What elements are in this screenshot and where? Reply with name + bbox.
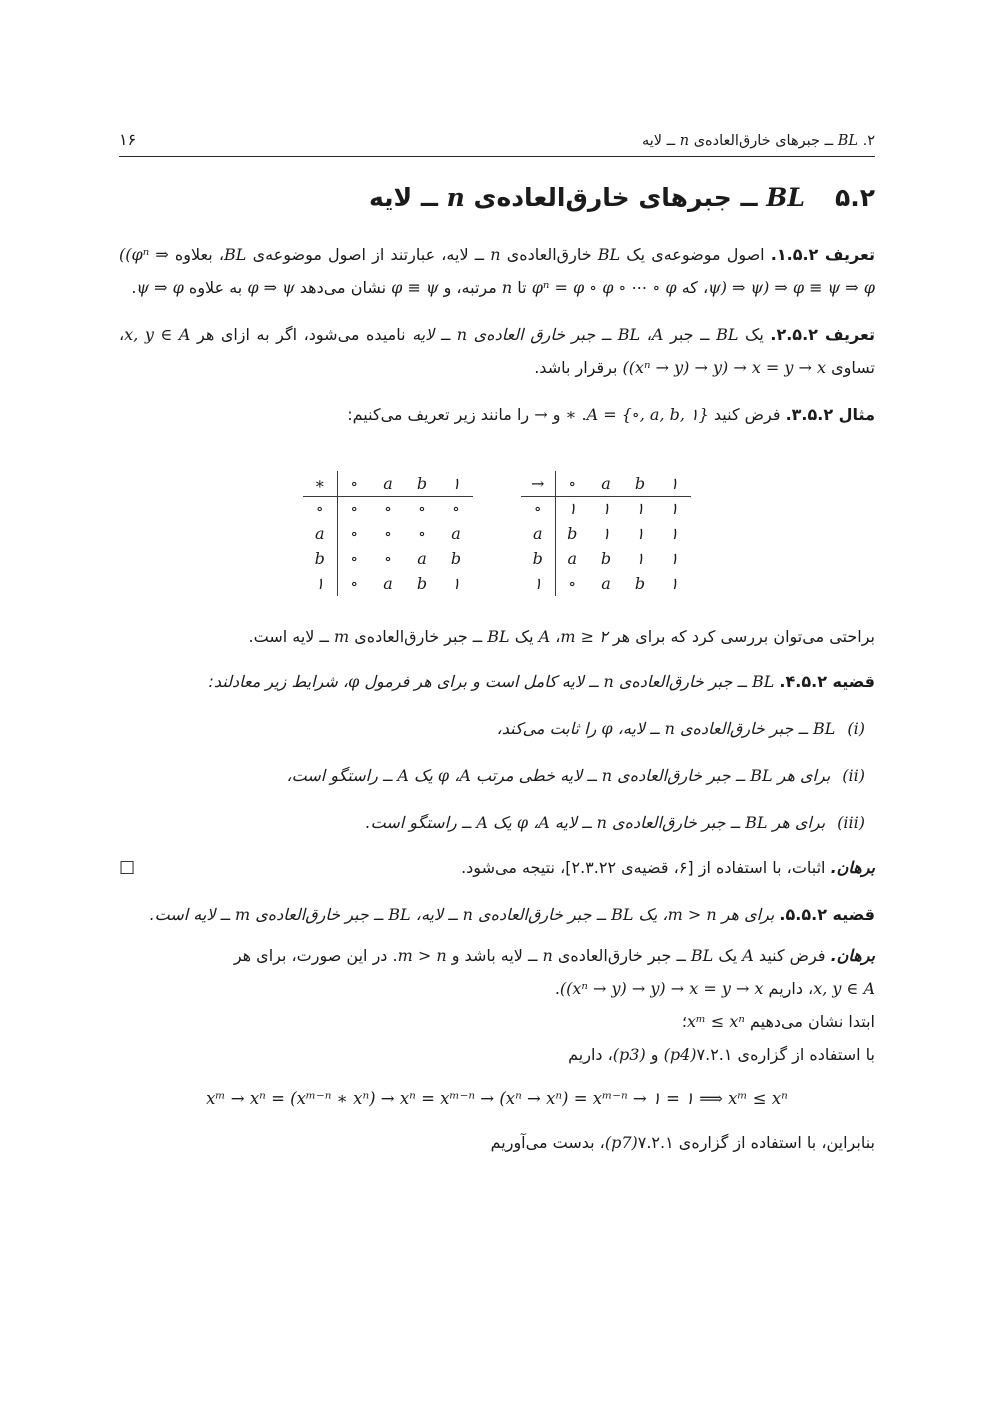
math-bl: BL [751, 672, 775, 691]
text-segment: ــ جبر خارق‌العاده‌ی [349, 627, 488, 646]
math-formula: ((xⁿ → y) → y) → x = y → x [622, 358, 827, 377]
math-bl: BL [813, 719, 836, 738]
text-segment: بنابراین، با استفاده از گزاره‌ی ۷.۲.۱ [637, 1133, 875, 1152]
example-3-5-2 [119, 398, 875, 431]
table-cell: ۱ [669, 574, 679, 593]
column-header: a [589, 471, 623, 496]
math-a: A [742, 946, 754, 965]
closing-line [119, 1126, 875, 1159]
theorem-text: ، شرایط زیر معادلند: [208, 672, 349, 691]
text-segment: نشان می‌دهد [294, 278, 392, 297]
math-formula: xᵐ ≤ xⁿ [686, 1012, 745, 1031]
table-operator: → [521, 471, 555, 496]
chapter-number: ۲. [857, 133, 875, 149]
math-phi: φ [348, 672, 360, 691]
table-cell: ۱ [669, 549, 679, 568]
table-cell: a [417, 549, 427, 568]
table-cell: ۱ [635, 499, 645, 519]
item-text: برای هر [772, 766, 831, 785]
table-cell: a [567, 549, 578, 568]
math-formula: ψ ⇒ φ [136, 278, 184, 297]
table-cell: ۱ [601, 499, 611, 519]
item-label: (iii) [837, 813, 865, 832]
table-cell: ۱ [635, 524, 645, 543]
item-text: ــ راستگو است، [286, 766, 398, 785]
row-header: a [521, 521, 555, 546]
item-text: برای هر [767, 813, 826, 832]
math-n: n [456, 325, 468, 344]
math-formula: x, y ∈ A [124, 325, 191, 344]
column-header: b [405, 471, 439, 496]
math-phi: φ [516, 813, 529, 832]
running-head [642, 133, 875, 149]
item-text: را ثابت می‌کند، [496, 719, 602, 738]
proof-label: برهان. [830, 858, 875, 877]
math-bl: BL [611, 905, 634, 924]
table-cell: a [383, 574, 393, 593]
table-cell: ۱ [451, 574, 461, 593]
page-header [119, 130, 875, 157]
math-n: n [446, 183, 465, 212]
text-segment: فرض کنید [753, 946, 831, 965]
item-i [119, 712, 875, 745]
math-a: A [538, 813, 550, 832]
table-cell: b [634, 574, 646, 593]
term-italic: ــ لایه [412, 325, 457, 344]
table-row [521, 546, 691, 571]
section-number: ۵.۲ [834, 183, 875, 212]
math-a: A [538, 627, 551, 646]
proof-line [119, 1005, 875, 1038]
column-header: ۱ [439, 471, 473, 496]
theorem-text: ــ لایه است. [149, 905, 235, 924]
text-segment: و [645, 1045, 664, 1064]
text-segment: . در این صورت، برای هر [233, 946, 398, 965]
math-a: A [476, 813, 488, 832]
text-segment: ، بعلاوه [168, 245, 225, 264]
math-formula: φ ⇒ ψ [247, 278, 295, 297]
proof-5-5-2 [119, 939, 875, 1071]
table-cell: ۱ [669, 524, 679, 543]
star-operation-table [303, 471, 473, 596]
math-bl: BL [388, 905, 411, 924]
math-a: A [459, 766, 471, 785]
item-text: ــ جبر خارق‌العاده‌ی [606, 813, 746, 832]
definition-2-5-2 [119, 318, 875, 384]
table-cell: a [601, 574, 611, 593]
math-a: A [651, 325, 664, 344]
table-cell: b [600, 549, 612, 568]
math-phi: φ [437, 766, 450, 785]
proof-4-5-2 [119, 851, 875, 884]
section-title-text: ــ جبرهای خارق‌العاده‌ی [464, 183, 767, 212]
table-cell: ∘ [384, 549, 392, 568]
remark-paragraph [119, 620, 875, 653]
table-cell: ∘ [418, 524, 426, 543]
proof-text: اثبات، با استفاده از [۶، قضیه‌ی ۲.۳.۲۲]، نتیجه می‌شود. [461, 858, 831, 877]
text-segment: ابتدا نشان می‌دهیم [744, 1012, 875, 1031]
table-cell: ∘ [568, 574, 577, 593]
cayley-tables [119, 471, 875, 596]
text-segment: . [576, 405, 587, 424]
arrow-operation-table [521, 471, 691, 596]
theorem-text: برای هر [716, 905, 780, 924]
item-label: (i) [847, 719, 865, 738]
text-segment: ــ لایه باشد و [446, 946, 543, 965]
item-text: ــ جبر خارق‌العاده‌ی [674, 719, 813, 738]
text-segment: ، [640, 325, 652, 344]
math-bl: BL [716, 325, 739, 344]
math-n: n [664, 719, 675, 738]
text-segment: به علاوه [183, 278, 248, 297]
column-header: ∘ [337, 471, 371, 496]
text-segment: مرتبه، و [438, 278, 502, 297]
theorem-text: ــ لایه، [410, 905, 463, 924]
math-m: m [235, 905, 251, 924]
arrow-operator: → [534, 405, 548, 424]
math-bl: BL [766, 183, 805, 212]
theorem-text: ، یک [633, 905, 668, 924]
text-segment: ــ جبر خارق‌العاده‌ی [552, 946, 691, 965]
theorem-label: قضیه ۴.۵.۲. [779, 672, 875, 691]
text-segment: ، داریم [568, 1045, 613, 1064]
text-segment: براحتی می‌توان بررسی کرد که برای هر [607, 627, 875, 646]
text-segment: فرض کنید [708, 405, 786, 424]
text-segment: ، داریم [763, 979, 814, 998]
math-bl: BL [487, 627, 510, 646]
math-bl: BL [750, 766, 773, 785]
item-text: یک [487, 813, 517, 832]
math-n: n [501, 278, 513, 297]
table-row [303, 521, 473, 546]
text-segment: خارق‌العاده‌ی [500, 245, 598, 264]
table-cell: ∘ [350, 549, 359, 568]
column-header: a [371, 471, 405, 496]
row-header: ∘ [303, 496, 337, 521]
item-text: ، [449, 766, 460, 785]
text-segment: ــ جبر [663, 325, 717, 344]
math-set: A = {∘, a, b, ۱} [586, 405, 709, 424]
item-text: ــ لایه، [612, 719, 665, 738]
theorem-text: ــ جبر خارق‌العاده‌ی [472, 905, 612, 924]
row-header: b [521, 546, 555, 571]
math-bl: BL [690, 946, 714, 965]
text-segment: ، که [676, 278, 709, 297]
item-iii [119, 806, 875, 839]
table-row [303, 546, 473, 571]
table-cell: ∘ [384, 524, 392, 543]
text-segment: یک [713, 946, 743, 965]
text-segment: ــ لایه، عبارتند از اصول موضوعه‌ی [246, 245, 491, 264]
proof-label: برهان. [830, 946, 875, 965]
table-row [303, 571, 473, 596]
table-cell: ∘ [350, 574, 359, 593]
text-segment: برقرار باشد. [534, 358, 623, 377]
running-head-tail: ــ لایه [641, 133, 680, 149]
page-number: ۱۶ [119, 130, 137, 149]
text-segment: اصول موضوعه‌ی یک [620, 245, 771, 264]
table-cell: ∘ [350, 499, 359, 519]
theorem-text: ــ جبر خارق‌العاده‌ی [250, 905, 389, 924]
table-row [521, 521, 691, 546]
property-ref: (p4) [663, 1045, 697, 1064]
table-cell: ۱ [601, 524, 611, 543]
table-cell: ∘ [418, 499, 426, 519]
math-formula: m ≥ ۲ [560, 627, 608, 646]
text-segment: ، [550, 627, 561, 646]
math-m: m [333, 627, 350, 646]
math-bl: BL [597, 245, 621, 264]
definition-label: تعریف ۲.۵.۲. [770, 325, 876, 344]
text-segment: با استفاده از گزاره‌ی ۷.۲.۱ [696, 1045, 875, 1064]
running-head-text: ــ جبرهای خارق‌العاده‌ی [689, 133, 838, 149]
theorem-text: ــ جبر خارق‌العاده‌ی [613, 672, 752, 691]
column-header: ∘ [555, 471, 589, 496]
table-cell: a [451, 524, 461, 543]
star-operator: ∗ [565, 405, 577, 424]
definition-label: تعریف ۱.۵.۲. [770, 245, 875, 264]
theorem-label: قضیه ۵.۵.۲. [779, 905, 875, 924]
math-formula: m > n [667, 905, 717, 924]
item-text: ــ لایه [549, 813, 597, 832]
proof-line [119, 939, 875, 972]
math-bl: BL [224, 245, 247, 264]
table-cell: b [416, 574, 428, 593]
term-italic: ــ جبر خارق العاده‌ی [467, 325, 618, 344]
item-text: ــ جبر خارق‌العاده‌ی [612, 766, 751, 785]
table-row [521, 571, 691, 596]
theorem-text: ــ لایه کامل است و برای هر فرمول [359, 672, 604, 691]
math-bl: BL [617, 325, 641, 344]
qed-square: □ [119, 857, 136, 877]
table-cell: ۱ [635, 549, 645, 568]
theorem-4-5-2 [119, 665, 875, 698]
math-n: n [679, 133, 690, 149]
row-header: ۱ [303, 571, 337, 596]
text-segment: یک [509, 627, 539, 646]
example-label: مثال ۳.۵.۲. [785, 405, 875, 424]
display-equation: xᵐ → xⁿ = (xᵐ⁻ⁿ ∗ xⁿ) → xⁿ = xᵐ⁻ⁿ → (xⁿ → xⁿ) = xᵐ⁻ⁿ → ۱ = ۱ ⟹ xᵐ ≤ xⁿ [206, 1089, 788, 1108]
math-n: n [603, 672, 614, 691]
property-ref: (p7) [604, 1133, 638, 1152]
math-n: n [490, 245, 501, 264]
math-n: n [542, 946, 553, 965]
text-segment: ــ لایه است. [248, 627, 334, 646]
math-n: n [462, 905, 473, 924]
text-segment: نامیده می‌شود، اگر به ازای هر [190, 325, 413, 344]
math-bl: BL [837, 133, 858, 149]
theorem-5-5-2 [119, 898, 875, 931]
math-formula: m > n [397, 946, 447, 965]
math-bl: BL [745, 813, 768, 832]
row-header: ۱ [521, 571, 555, 596]
text-segment: ، تساوی [119, 325, 875, 377]
table-row [303, 496, 473, 521]
table-row [521, 496, 691, 521]
row-header: ∘ [521, 496, 555, 521]
table-cell: ∘ [350, 524, 359, 543]
text-segment: . [554, 979, 560, 998]
text-segment: . [131, 278, 137, 297]
item-ii [119, 759, 875, 792]
math-n: n [601, 766, 613, 785]
math-formula: φ ≡ ψ [391, 278, 439, 297]
item-text: ، [528, 813, 539, 832]
text-segment: تا [512, 278, 532, 297]
table-cell: ∘ [452, 499, 460, 519]
definition-1-5-2 [119, 238, 875, 304]
proof-line [119, 1038, 875, 1071]
item-text: ــ راستگو است. [365, 813, 477, 832]
item-text: ــ لایه خطی مرتب [470, 766, 602, 785]
table-cell: ∘ [384, 499, 392, 519]
table-cell: b [567, 524, 578, 543]
column-header: b [623, 471, 657, 496]
text-segment: ؛ [681, 1012, 687, 1031]
section-title-tail: ــ لایه [368, 183, 447, 212]
math-phi: φ [601, 719, 613, 738]
math-formula: ((xⁿ → y) → y) → x = y → x [559, 979, 764, 998]
math-formula: ((φⁿ ⇒ ψ) ⇒ ψ) ⇒ φ ≡ ψ ⇒ φ [119, 245, 875, 297]
text-segment: و [547, 405, 566, 424]
text-segment: یک [738, 325, 771, 344]
math-a: A [397, 766, 409, 785]
math-formula: x, y ∈ A [813, 979, 875, 998]
item-text: یک [408, 766, 438, 785]
math-formula: φⁿ = φ ∘ φ ∘ ⋯ ∘ φ [531, 278, 677, 297]
property-ref: (p3) [612, 1045, 646, 1064]
table-cell: ۱ [669, 499, 679, 519]
item-label: (ii) [842, 766, 865, 785]
section-heading [119, 183, 875, 212]
table-cell: b [450, 549, 462, 568]
row-header: b [303, 546, 337, 571]
table-operator: ∗ [303, 471, 337, 496]
column-header: ۱ [657, 471, 691, 496]
table-cell: ۱ [567, 499, 577, 519]
row-header: a [303, 521, 337, 546]
proof-line [119, 972, 875, 1005]
text-segment: ، بدست می‌آوریم [490, 1133, 605, 1152]
math-n: n [596, 813, 607, 832]
text-segment: را مانند زیر تعریف می‌کنیم: [347, 405, 535, 424]
